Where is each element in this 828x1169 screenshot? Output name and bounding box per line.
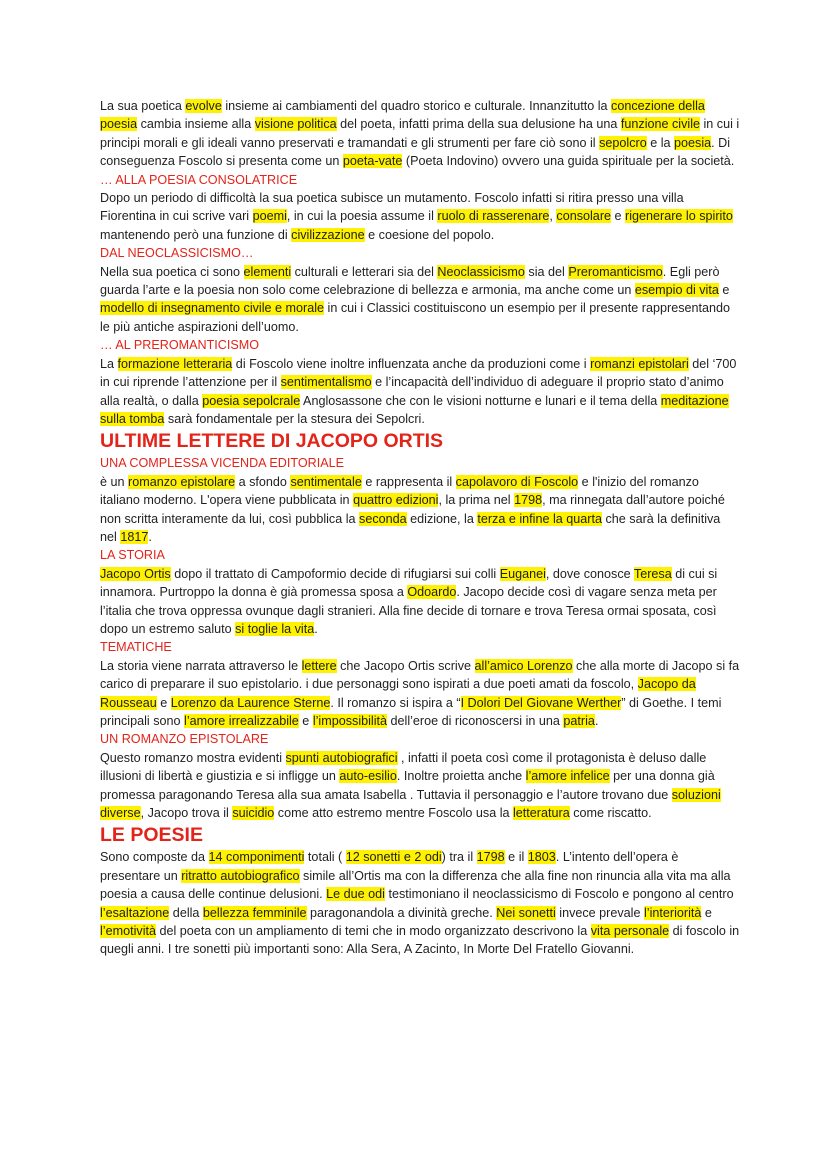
paragraph-text: che Jacopo Ortis scrive [336, 658, 475, 673]
paragraph-text: . Il romanzo si ispira a “ [330, 695, 461, 710]
paragraph-text: e [611, 209, 626, 224]
paragraph-text: e [298, 714, 313, 728]
highlighted-text: seconda [359, 511, 407, 526]
paragraph-text: e l'inizio del romanzo italiano moderno. L'opera viene pubblicata in [100, 474, 699, 508]
paragraph-text: culturali e letterari sia del [291, 264, 438, 279]
paragraph-text: totali ( [304, 850, 346, 865]
body-paragraph [100, 189, 740, 244]
paragraph-text: dell’eroe di riconoscersi in una [387, 714, 564, 728]
paragraph-text: . Egli però guarda l’arte e la poesia non solo come celebrazione di bellezza e armonia, ma anche come un [100, 264, 720, 298]
section-subheading: TEMATICHE [100, 640, 172, 655]
paragraph-text: . Inoltre proietta anche [396, 769, 526, 784]
highlighted-text: quattro edizioni [353, 493, 439, 508]
body-paragraph [100, 848, 740, 958]
highlighted-text: esempio di vita [634, 283, 719, 298]
paragraph-text: di foscolo in quegli anni. I tre sonetti più importanti sono: Alla Sera, A Zacinto, In Morte Del Fratello Giovanni. [100, 924, 740, 957]
highlighted-text: funzione civile [620, 117, 700, 132]
highlighted-text: modello di insegnamento civile e morale [100, 301, 325, 316]
paragraph-text: e coesione del popolo. [364, 227, 495, 242]
highlighted-text: Jacopo da Rousseau [100, 677, 696, 710]
paragraph-text: . Di conseguenza Foscolo si presenta come un [100, 135, 731, 169]
paragraph-text: come atto estremo mentre Foscolo usa la [274, 806, 513, 821]
paragraph-text: per una donna già promessa paragonando Teresa alla sua amata Isabella . Tuttavia il personaggio e l’autore trovano due [100, 769, 715, 802]
highlighted-text: Nei sonetti [496, 905, 556, 920]
paragraph-text: e l’incapacità dell’individuo di adeguare il proprio stato d’animo alla realtà, o dalla [100, 375, 724, 408]
highlighted-text: 1817 [120, 529, 149, 544]
highlighted-text: l’interiorità [644, 905, 702, 920]
paragraph-text: della [169, 905, 203, 920]
highlighted-text: Preromanticismo [568, 264, 663, 279]
highlighted-text: ruolo di rasserenare [437, 209, 550, 224]
document-page [100, 97, 740, 959]
highlighted-text: patria [563, 714, 595, 728]
paragraph-text: che sarà la definitiva nel [100, 511, 721, 544]
highlighted-text: Lorenzo da Laurence Sterne [170, 695, 331, 710]
highlighted-text: l’emotività [100, 924, 156, 939]
highlighted-text: vita personale [590, 924, 670, 939]
paragraph-text: Anglosassone che con le visioni notturne e lunari e il tema della [300, 393, 661, 408]
body-paragraph [100, 97, 740, 171]
highlighted-text: sepolcro [599, 135, 647, 150]
highlighted-text: suicidio [232, 806, 275, 821]
paragraph-text: La [100, 356, 118, 371]
highlighted-text: meditazione sulla tomba [100, 393, 729, 426]
highlighted-text: 1798 [476, 850, 505, 865]
highlighted-text: Le due odi [326, 887, 385, 902]
paragraph-text: paragonandola a divinità greche. [306, 905, 497, 920]
highlighted-text: poesia sepolcrale [202, 393, 301, 408]
highlighted-text: I Dolori Del Giovane Werther [460, 695, 622, 710]
section-subheading: UNA COMPLESSA VICENDA EDITORIALE [100, 456, 345, 471]
paragraph-text: di Foscolo viene inoltre influenzata anche da produzioni come i [232, 356, 591, 371]
highlighted-text: letteratura [513, 806, 570, 821]
highlighted-text: ritratto autobiografico [181, 868, 300, 883]
highlighted-text: evolve [185, 99, 222, 113]
paragraph-text: cambia insieme alla [137, 117, 255, 132]
body-paragraph [100, 657, 740, 731]
paragraph-text: a sfondo [235, 474, 291, 489]
paragraph-text: , infatti il poeta così come il protagonista è deluso dalle illusioni di libertà e giustizia e si infligge un [100, 750, 707, 784]
paragraph-text: . [594, 714, 599, 728]
paragraph-text: (Poeta Indovino) ovvero una guida spirituale per la società. [402, 154, 735, 169]
paragraph-text: simile all’Ortis ma con la differenza che alla fine non rinuncia alla vita ma alla poesia a causa delle continue delusioni. [100, 868, 731, 902]
paragraph-text: insieme ai cambiamenti del quadro storico e culturale. Innanzitutto la [221, 99, 612, 113]
highlighted-text: Odoardo [407, 585, 457, 600]
paragraph-text: , Jacopo trova il [140, 806, 233, 821]
paragraph-text: del ‘700 in cui riprende l’attenzione per il [100, 356, 737, 390]
paragraph-text: Sono composte da [100, 850, 209, 865]
highlighted-text: visione politica [254, 117, 337, 132]
paragraph-text: è un [100, 474, 129, 489]
section-heading: ULTIME LETTERE DI JACOPO ORTIS [100, 430, 444, 453]
paragraph-text: . [314, 621, 318, 636]
highlighted-text: terza e infine la quarta [477, 511, 602, 526]
highlighted-text: formazione letteraria [117, 356, 233, 371]
paragraph-text: mantenendo però una funzione di [100, 227, 292, 242]
paragraph-text: Questo romanzo mostra evidenti [100, 750, 286, 765]
paragraph-text: La sua poetica [100, 99, 186, 113]
section-subheading: DAL NEOCLASSICISMO… [100, 246, 254, 261]
paragraph-text: sia del [524, 264, 569, 279]
highlighted-text: capolavoro di Foscolo [455, 474, 579, 489]
body-paragraph [100, 565, 740, 639]
section-subheading: UN ROMANZO EPISTOLARE [100, 732, 269, 747]
paragraph-text: e la [646, 135, 675, 150]
paragraph-text: ) tra il [441, 850, 477, 865]
body-paragraph [100, 355, 740, 429]
paragraph-text: del poeta con un ampliamento di temi che in modo organizzato descrivono la [156, 924, 591, 939]
highlighted-text: si toglie la vita [235, 621, 315, 636]
highlighted-text: consolare [556, 209, 612, 224]
highlighted-text: bellezza femminile [202, 905, 307, 920]
paragraph-text: testimoniano il neoclassicismo di Foscolo e pongono al centro [384, 887, 734, 902]
highlighted-text: Euganei [499, 566, 546, 581]
highlighted-text: concezione della poesia [100, 99, 705, 132]
highlighted-text: soluzioni diverse [100, 787, 721, 821]
body-paragraph [100, 263, 740, 337]
paragraph-text: , in cui la poesia assume il [286, 209, 438, 224]
highlighted-text: elementi [243, 264, 292, 279]
paragraph-text: di cui si innamora. Purtroppo la donna è già promessa sposa a [100, 566, 718, 600]
section-subheading: … ALLA POESIA CONSOLATRICE [100, 172, 298, 187]
paragraph-text: Nella sua poetica ci sono [100, 264, 244, 279]
paragraph-text: , [549, 209, 557, 224]
highlighted-text: Jacopo Ortis [100, 566, 171, 581]
highlighted-text: poeta-vate [342, 154, 403, 169]
paragraph-text: dopo il trattato di Campoformio decide di rifugiarsi sui colli [170, 566, 500, 581]
highlighted-text: 1798 [514, 493, 543, 508]
highlighted-text: 14 componimenti [208, 850, 305, 865]
highlighted-text: poesia [674, 135, 712, 150]
paragraph-text: edizione, la [406, 511, 478, 526]
paragraph-text: del poeta, infatti prima della sua delusione ha una [336, 117, 621, 132]
highlighted-text: Neoclassicismo [437, 264, 525, 279]
paragraph-text: sarà fondamentale per la stesura dei Sepolcri. [164, 411, 425, 426]
highlighted-text: 1803 [527, 850, 556, 865]
highlighted-text: auto-esilio [339, 769, 397, 784]
paragraph-text: . L’intento dell’opera è presentare un [100, 850, 679, 883]
paragraph-text: invece prevale [555, 905, 644, 920]
highlighted-text: sentimentalismo [280, 375, 372, 390]
paragraph-text: , dove conosce [545, 566, 634, 581]
paragraph-text: ” di Goethe. I temi principali sono [100, 695, 722, 728]
highlighted-text: l’impossibilità [312, 714, 388, 728]
highlighted-text: poemi [252, 209, 287, 224]
paragraph-text: in cui i principi morali e gli ideali vanno preservati e tramandati e gli strumenti per fare ciò sono il [100, 117, 740, 150]
highlighted-text: l’esaltazione [100, 905, 170, 920]
highlighted-text: all’amico Lorenzo [474, 658, 573, 673]
paragraph-text: e [156, 695, 171, 710]
highlighted-text: romanzo epistolare [128, 474, 236, 489]
highlighted-text: lettere [301, 658, 337, 673]
section-subheading: … AL PREROMANTICISMO [100, 338, 260, 353]
highlighted-text: l’amore irrealizzabile [184, 714, 299, 728]
paragraph-text: , la prima nel [438, 493, 515, 508]
paragraph-text: . [148, 529, 152, 544]
highlighted-text: Teresa [633, 566, 672, 581]
paragraph-text: e [701, 905, 712, 920]
section-subheading: LA STORIA [100, 548, 165, 563]
paragraph-text: , ma rinnegata dall’autore poiché non scritta interamente da lui, così pubblica la [100, 493, 725, 526]
paragraph-text: Dopo un periodo di difficoltà la sua poetica subisce un mutamento. Foscolo infatti si ritira presso una villa Fiorentina in cui scrive vari [100, 191, 684, 224]
paragraph-text: in cui i Classici costituiscono un esempio per il presente rappresentando le più antiche aspirazioni dell’uomo. [100, 301, 731, 334]
paragraph-text: come riscatto. [569, 806, 652, 821]
paragraph-text: e [718, 283, 730, 298]
paragraph-text: La storia viene narrata attraverso le [100, 658, 302, 673]
paragraph-text: e il [504, 850, 528, 865]
highlighted-text: 12 sonetti e 2 odi [345, 850, 442, 865]
body-paragraph [100, 749, 740, 823]
highlighted-text: l’amore infelice [525, 769, 610, 784]
highlighted-text: civilizzazione [291, 227, 365, 242]
highlighted-text: romanzi epistolari [590, 356, 689, 371]
section-heading: LE POESIE [100, 824, 203, 847]
highlighted-text: spunti autobiografici [285, 750, 398, 765]
paragraph-text: e rappresenta il [361, 474, 456, 489]
paragraph-text: che alla morte di Jacopo si fa carico di preparare il suo epistolario. i due personaggi sono ispirati a due poeti amati da foscolo, [100, 658, 740, 692]
body-paragraph [100, 473, 740, 547]
highlighted-text: rigenerare lo spirito [625, 209, 733, 224]
highlighted-text: sentimentale [290, 474, 362, 489]
paragraph-text: . Jacopo decide così di vagare senza meta per l’italia che trova oppressa ovunque dagli stranieri. Alla fine decide di tornare e trova Teresa ormai sposata, così dopo un estremo saluto [100, 585, 717, 636]
